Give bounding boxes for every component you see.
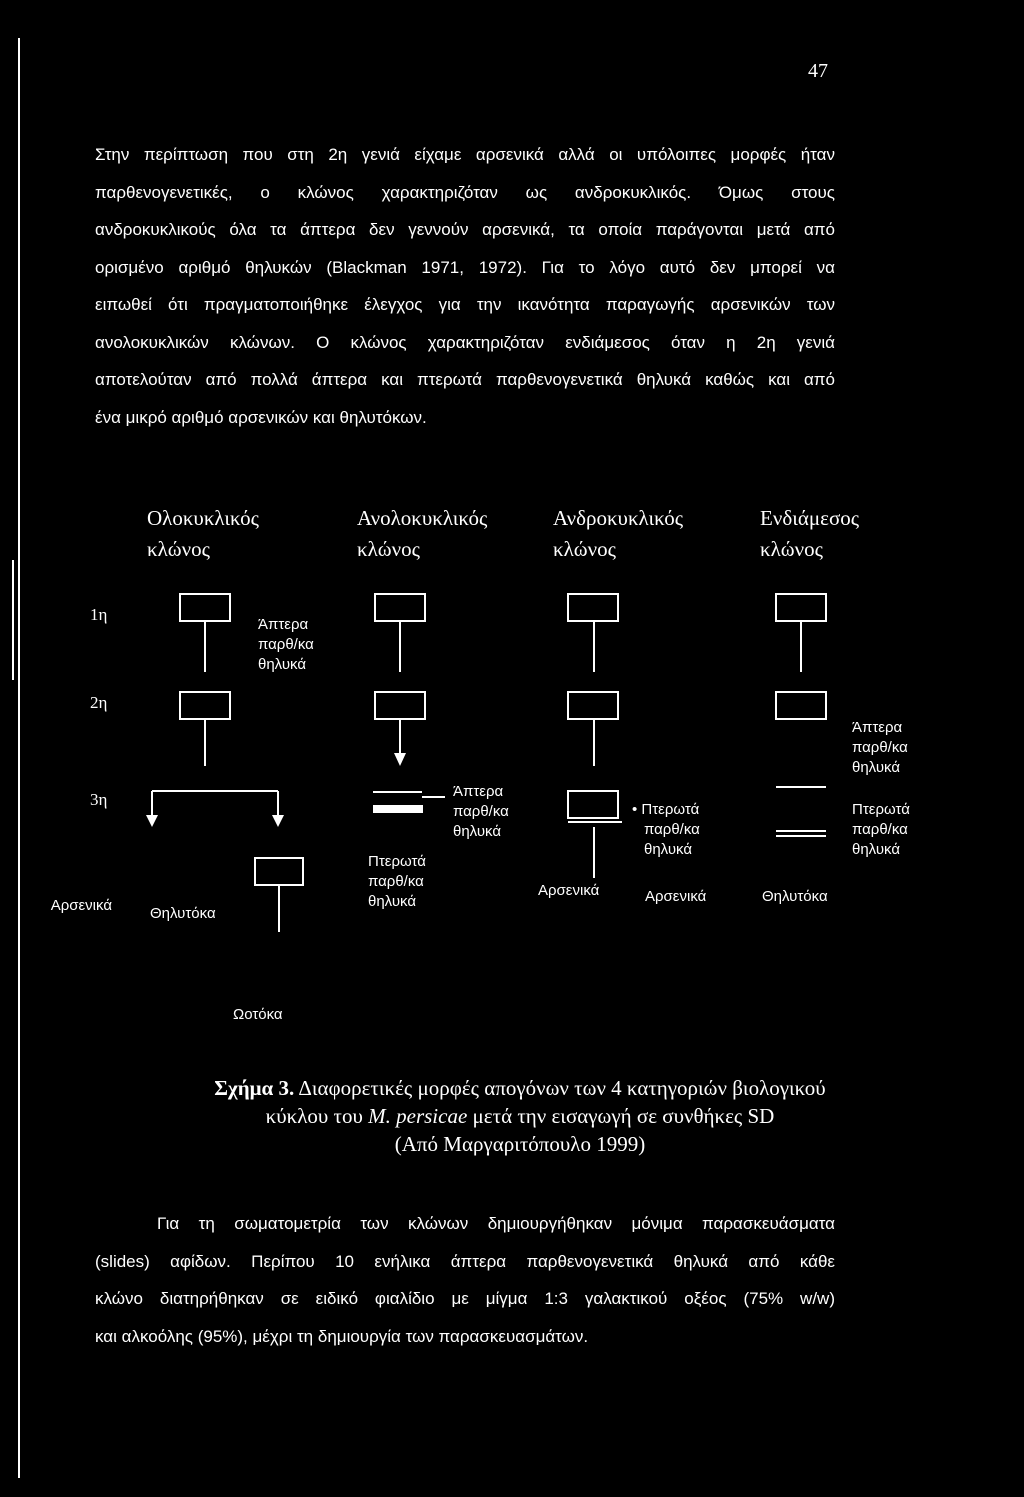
morph-box	[180, 692, 230, 719]
label-males-col3: Αρσενικά	[538, 882, 600, 899]
morph-box	[375, 692, 425, 719]
label-winged-col4: Πτερωτά παρθ/κα θηλυκά	[852, 801, 910, 858]
label-apterous-col2: Άπτερα παρθ/κα θηλυκά	[453, 783, 509, 840]
paragraph-line: ανδροκυκλικούς όλα τα άπτερα δεν γεννούν αρσενικά, τα οποία παράγονται μετά από	[95, 220, 835, 239]
generation-label-2: 2η	[90, 693, 108, 712]
caption-line-1: Σχήμα 3. Διαφορετικές μορφές απογόνων των 4 κατηγοριών βιολογικού	[214, 1076, 826, 1100]
page-number: 47	[808, 60, 828, 82]
arrowhead	[146, 815, 158, 827]
column-header-anholocyclic: Ανολοκυκλικός κλώνος	[357, 506, 488, 561]
generation-label-3: 3η	[90, 790, 108, 809]
caption-line-2: κύκλου του M. persicae μετά την εισαγωγή σε συνθήκες SD	[265, 1104, 775, 1128]
paragraph-line: και αλκοόλης (95%), μέχρι τη δημιουργία των παρασκευασμάτων.	[95, 1326, 589, 1346]
caption-line-3: (Από Μαργαριτόπουλο 1999)	[394, 1132, 646, 1156]
paragraph-line: ειπωθεί ότι πραγματοποιήθηκε έλεγχος για την ικανότητα παραγωγής αρσενικών των	[95, 295, 835, 314]
column-header-holocyclic: Ολοκυκλικός κλώνος	[147, 506, 259, 561]
figure-caption	[130, 1074, 910, 1158]
morph-box	[375, 594, 425, 621]
label-males-col3b: Αρσενικά	[645, 888, 707, 905]
caption-genus: M.	[368, 1104, 391, 1128]
label-apterous-col4: Άπτερα παρθ/κα θηλυκά	[852, 719, 908, 776]
morph-box	[255, 858, 303, 885]
label-winged-col3: • Πτερωτά παρθ/κα θηλυκά	[632, 801, 700, 858]
label-apterous-col1: Άπτερα παρθ/κα θηλυκά	[258, 616, 314, 673]
paragraph-line: ανολοκυκλικών κλώνων. Ο κλώνος χαρακτηριζόταν ενδιάμεσος όταν η 2η γενιά	[95, 332, 835, 352]
morph-box	[180, 594, 230, 621]
paragraph-line: Για τη σωματομετρία των κλώνων δημιουργήθηκαν μόνιμα παρασκευάσματα	[157, 1214, 835, 1233]
body-paragraph-2	[95, 1205, 835, 1355]
label-oviparae-col1: Θηλυτόκα	[150, 905, 216, 922]
paragraph-line: ένα μικρό αριθμό αρσενικών και θηλυτόκων.	[95, 407, 427, 427]
morph-box	[568, 594, 618, 621]
morph-box	[568, 692, 618, 719]
paragraph-line: (slides) αφίδων. Περίπου 10 ενήλικα άπτερα παρθενογενετικά θηλυκά από κάθε	[95, 1251, 835, 1271]
winged-morph-bar	[373, 805, 423, 813]
paragraph-line: ορισμένο αριθμό θηλυκών (Blackman 1971, 1972). Για το λόγο αυτό δεν μπορεί να	[95, 257, 835, 277]
caption-label: Σχήμα 3.	[214, 1076, 295, 1100]
morph-box	[568, 791, 618, 818]
morph-box	[776, 692, 826, 719]
arrowhead	[272, 815, 284, 827]
label-winged-col2: Πτερωτά παρθ/κα θηλυκά	[368, 853, 426, 910]
paragraph-line: κλώνο διατηρήθηκαν σε ειδικό φιαλίδιο με μίγμα 1:3 γαλακτικού οξέος (75% w/w)	[95, 1289, 835, 1308]
paragraph-line: αποτελούταν από πολλά άπτερα και πτερωτά παρθενογενετικά θηλυκά καθώς και από	[95, 370, 835, 389]
generation-label-1: 1η	[90, 605, 108, 624]
column-header-androcyclic: Ανδροκυκλικός κλώνος	[553, 506, 684, 561]
caption-species: persicae	[396, 1104, 468, 1128]
column-header-intermediate: Ενδιάμεσος κλώνος	[760, 506, 860, 561]
label-oviparae-col4: Θηλυτόκα	[762, 888, 828, 905]
arrowhead	[394, 753, 406, 766]
label-eggs: Ωοτόκα	[233, 1006, 283, 1023]
paragraph-line: παρθενογενετικές, ο κλώνος χαρακτηριζόταν ως ανδροκυκλικός. Όμως στους	[95, 182, 835, 202]
paragraph-line: Στην περίπτωση που στη 2η γενιά είχαμε αρσενικά αλλά οι υπόλοιπες μορφές ήταν	[95, 145, 835, 164]
morph-box	[776, 594, 826, 621]
label-males-col1: Αρσενικά	[50, 897, 112, 914]
